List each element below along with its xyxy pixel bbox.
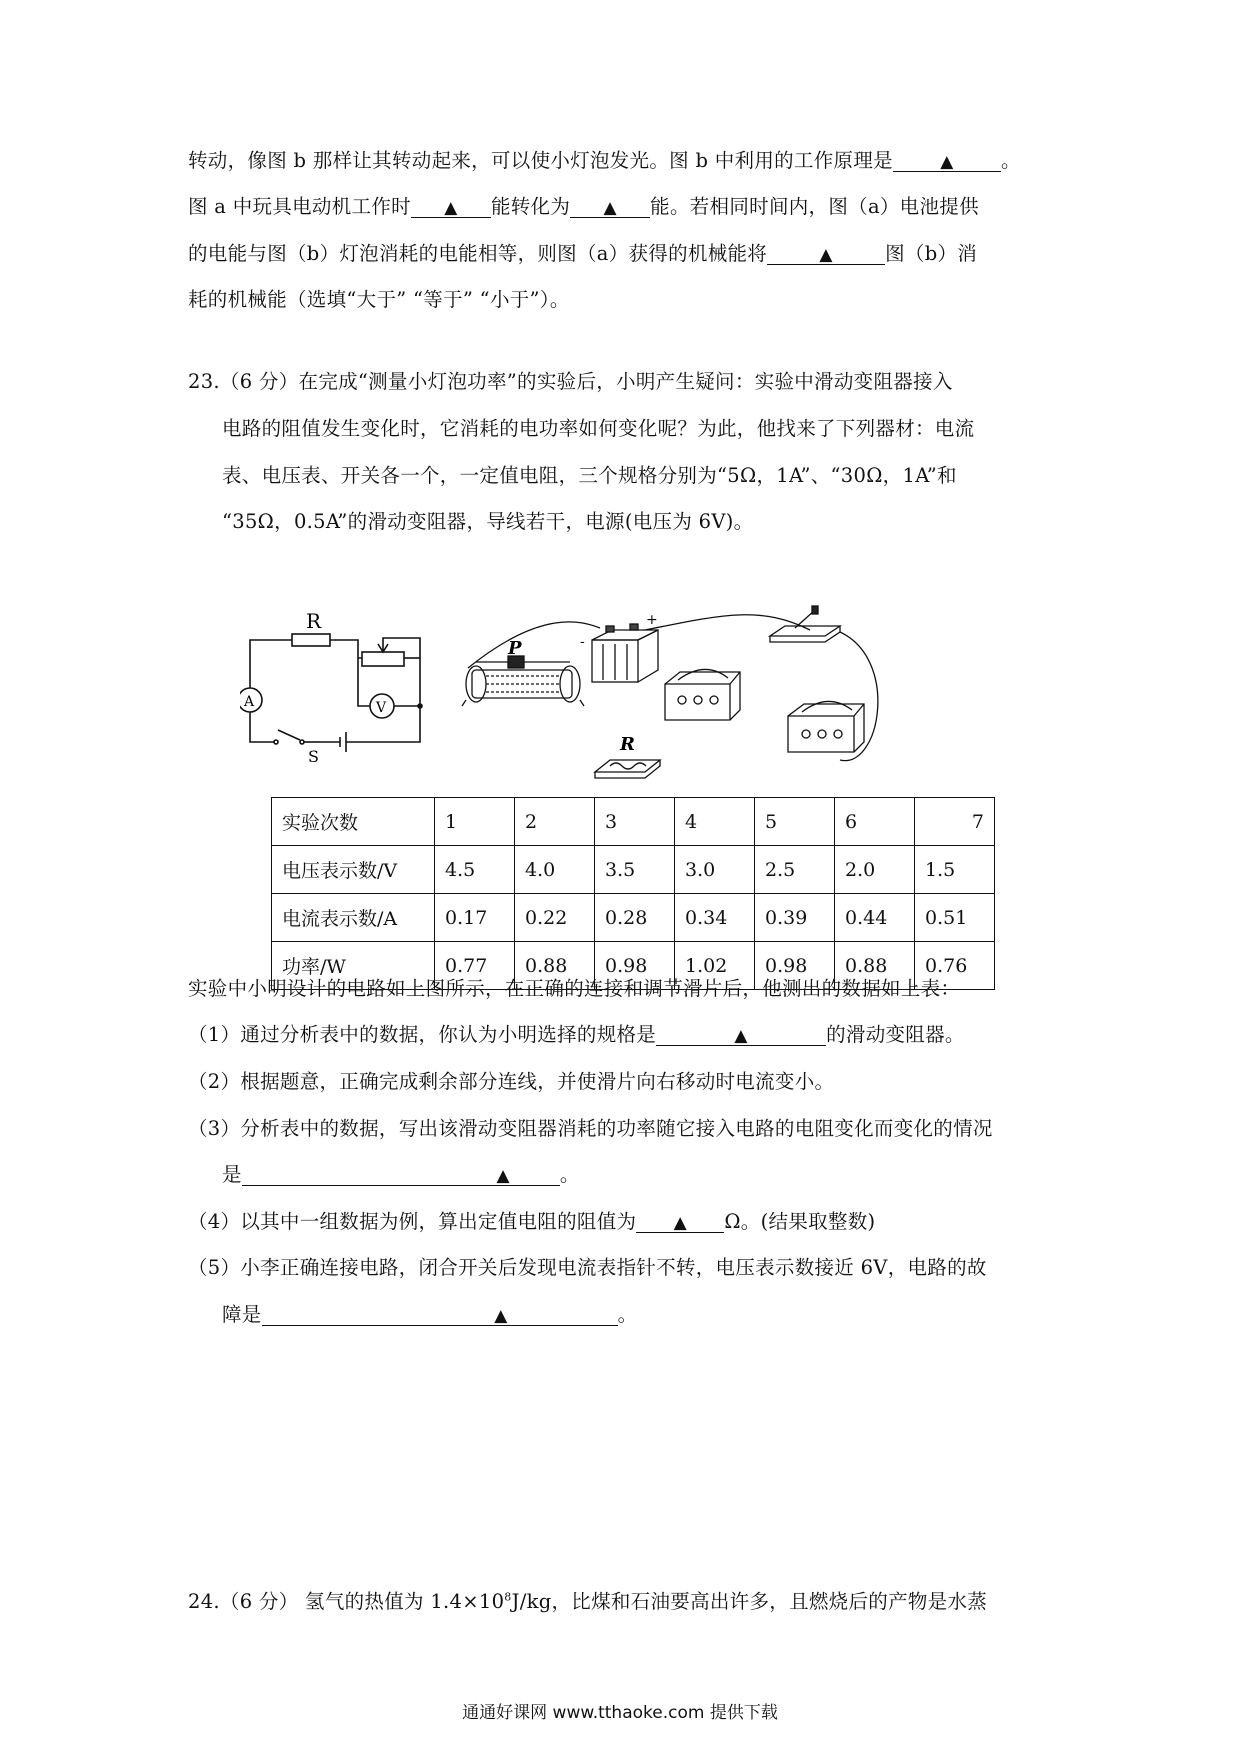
battery-box: [592, 624, 658, 682]
wire-top: [645, 615, 810, 630]
circuit-diagram: [240, 634, 422, 752]
q23-1-answer-blank[interactable]: ▲: [656, 1025, 826, 1046]
table-cell: 0.76: [915, 942, 995, 990]
table-cell: 2.0: [835, 846, 915, 894]
table-cell: 0.98: [755, 942, 835, 990]
apparatus-drawing: [462, 606, 878, 778]
q22-answer-blank-1[interactable]: ▲: [893, 151, 1001, 172]
table-cell: 1.5: [915, 846, 995, 894]
q23-line-4: “35Ω，0.5A”的滑动变阻器，导线若干，电源(电压为 6V)。: [222, 510, 754, 533]
table-cell: 1: [435, 798, 515, 846]
sliding-rheostat: [462, 656, 584, 706]
battery-plus-label: +: [646, 612, 658, 628]
resistor-symbol: [292, 634, 330, 646]
q23-4-answer-blank[interactable]: ▲: [636, 1212, 724, 1233]
table-cell: 0.34: [675, 894, 755, 942]
q23-sub-3-line-2: 是 ▲ 。: [222, 1163, 580, 1186]
q23-3-answer-blank[interactable]: ▲: [242, 1165, 560, 1186]
q23-sub-4: （4）以其中一组数据为例，算出定值电阻的阻值为 ▲ Ω。(结果取整数): [188, 1210, 876, 1233]
table-cell: 0.98: [595, 942, 675, 990]
table-cell: 4.5: [435, 846, 515, 894]
table-row: [272, 846, 995, 894]
q22-line-3: 的电能与图（b）灯泡消耗的电能相等，则图（a）获得的机械能将 ▲ 图（b）消: [188, 242, 978, 265]
q23-line-2: 电路的阻值发生变化时，它消耗的电功率如何变化呢？为此，他找来了下列器材：电流: [222, 417, 975, 440]
table-cell: 4: [675, 798, 755, 846]
apparatus-label-r: R: [620, 734, 635, 755]
q23-intro: 实验中小明设计的电路如上图所示，在正确的连接和调节滑片后，他测出的数据如上表：: [188, 977, 961, 1000]
table-cell: 3: [595, 798, 675, 846]
table-cell: 6: [835, 798, 915, 846]
table-header-row: [272, 798, 995, 846]
table-cell: 3.5: [595, 846, 675, 894]
table-cell: 0.44: [835, 894, 915, 942]
circuit-label-s: S: [308, 747, 319, 766]
table-cell: 2: [515, 798, 595, 846]
q22-answer-blank-3[interactable]: ▲: [570, 197, 650, 218]
voltmeter-device: [788, 701, 864, 752]
table-cell: 3.0: [675, 846, 755, 894]
table-cell: 5: [755, 798, 835, 846]
page-footer: 通通好课网 www.tthaoke.com 提供下载: [462, 1703, 778, 1723]
table-row: [272, 894, 995, 942]
circuit-label-v: V: [376, 700, 387, 716]
table-cell: 2.5: [755, 846, 835, 894]
q24-line-1: 24.（6 分） 氢气的热值为 $1.4\times 10^8J/kg$，比煤和石油要高出许多，且燃烧后的产物是水蒸: [188, 1590, 988, 1613]
apparatus-label-p: P: [508, 638, 522, 659]
table-cell: 实验次数: [272, 798, 435, 846]
table-cell: 0.28: [595, 894, 675, 942]
table-cell: 0.22: [515, 894, 595, 942]
wire-right: [840, 632, 878, 761]
table-cell: 电压表示数/V: [272, 846, 435, 894]
q22-line-1: 转动，像图 b 那样让其转动起来，可以使小灯泡发光。图 b 中利用的工作原理是 ▲ 。: [188, 149, 1021, 172]
table-cell: 电流表示数/A: [272, 894, 435, 942]
switch-pivot: [274, 740, 278, 744]
knife-switch: [770, 606, 840, 642]
q23-sub-5-line-1: （5）小李正确连接电路，闭合开关后发现电流表指针不转，电压表示数接近 6V，电路的故: [188, 1256, 987, 1279]
q23-sub-3-line-1: （3）分析表中的数据，写出该滑动变阻器消耗的功率随它接入电路的电阻变化而变化的情况: [188, 1117, 993, 1140]
table-cell: 0.88: [515, 942, 595, 990]
table-cell: 7: [915, 798, 995, 846]
q23-line-1: 23.（6 分）在完成“测量小灯泡功率”的实验后，小明产生疑问：实验中滑动变阻器接入: [188, 370, 953, 393]
switch-contact: [300, 740, 304, 744]
circuit-figures: [240, 600, 1000, 790]
table-cell: 0.88: [835, 942, 915, 990]
circuit-label-r: R: [306, 609, 322, 633]
table-cell: 0.39: [755, 894, 835, 942]
q23-sub-1: （1）通过分析表中的数据，你认为小明选择的规格是 ▲ 的滑动变阻器。: [188, 1023, 965, 1046]
table-cell: 0.17: [435, 894, 515, 942]
q22-answer-blank-4[interactable]: ▲: [767, 244, 885, 265]
ammeter-device: [665, 669, 740, 720]
q23-sub-5-line-2: 障是 ▲ 。: [222, 1303, 638, 1326]
q23-line-3: 表、电压表、开关各一个，一定值电阻，三个规格分别为“5Ω，1A”、“30Ω，1A”和: [222, 464, 957, 487]
q22-answer-blank-2[interactable]: ▲: [411, 197, 491, 218]
circuit-label-a: A: [244, 694, 255, 710]
q22-line-2: 图 a 中玩具电动机工作时 ▲ 能转化为 ▲ 能。若相同时间内，图（a）电池提供: [188, 195, 979, 218]
rheostat-symbol: [362, 652, 404, 666]
q22-line-4: 耗的机械能（选填“大于” “等于” “小于”）。: [188, 288, 570, 311]
table-cell: 0.77: [435, 942, 515, 990]
fixed-resistor-board: [595, 760, 660, 778]
table-cell: 0.51: [915, 894, 995, 942]
q23-5-answer-blank[interactable]: ▲: [262, 1305, 618, 1326]
experiment-data-table: [271, 797, 995, 990]
table-cell: 4.0: [515, 846, 595, 894]
table-cell: 1.02: [675, 942, 755, 990]
battery-minus-label: -: [580, 634, 585, 650]
table-cell: 功率/W: [272, 942, 435, 990]
q23-sub-2: （2）根据题意，正确完成剩余部分连线，并使滑片向右移动时电流变小。: [188, 1070, 835, 1093]
